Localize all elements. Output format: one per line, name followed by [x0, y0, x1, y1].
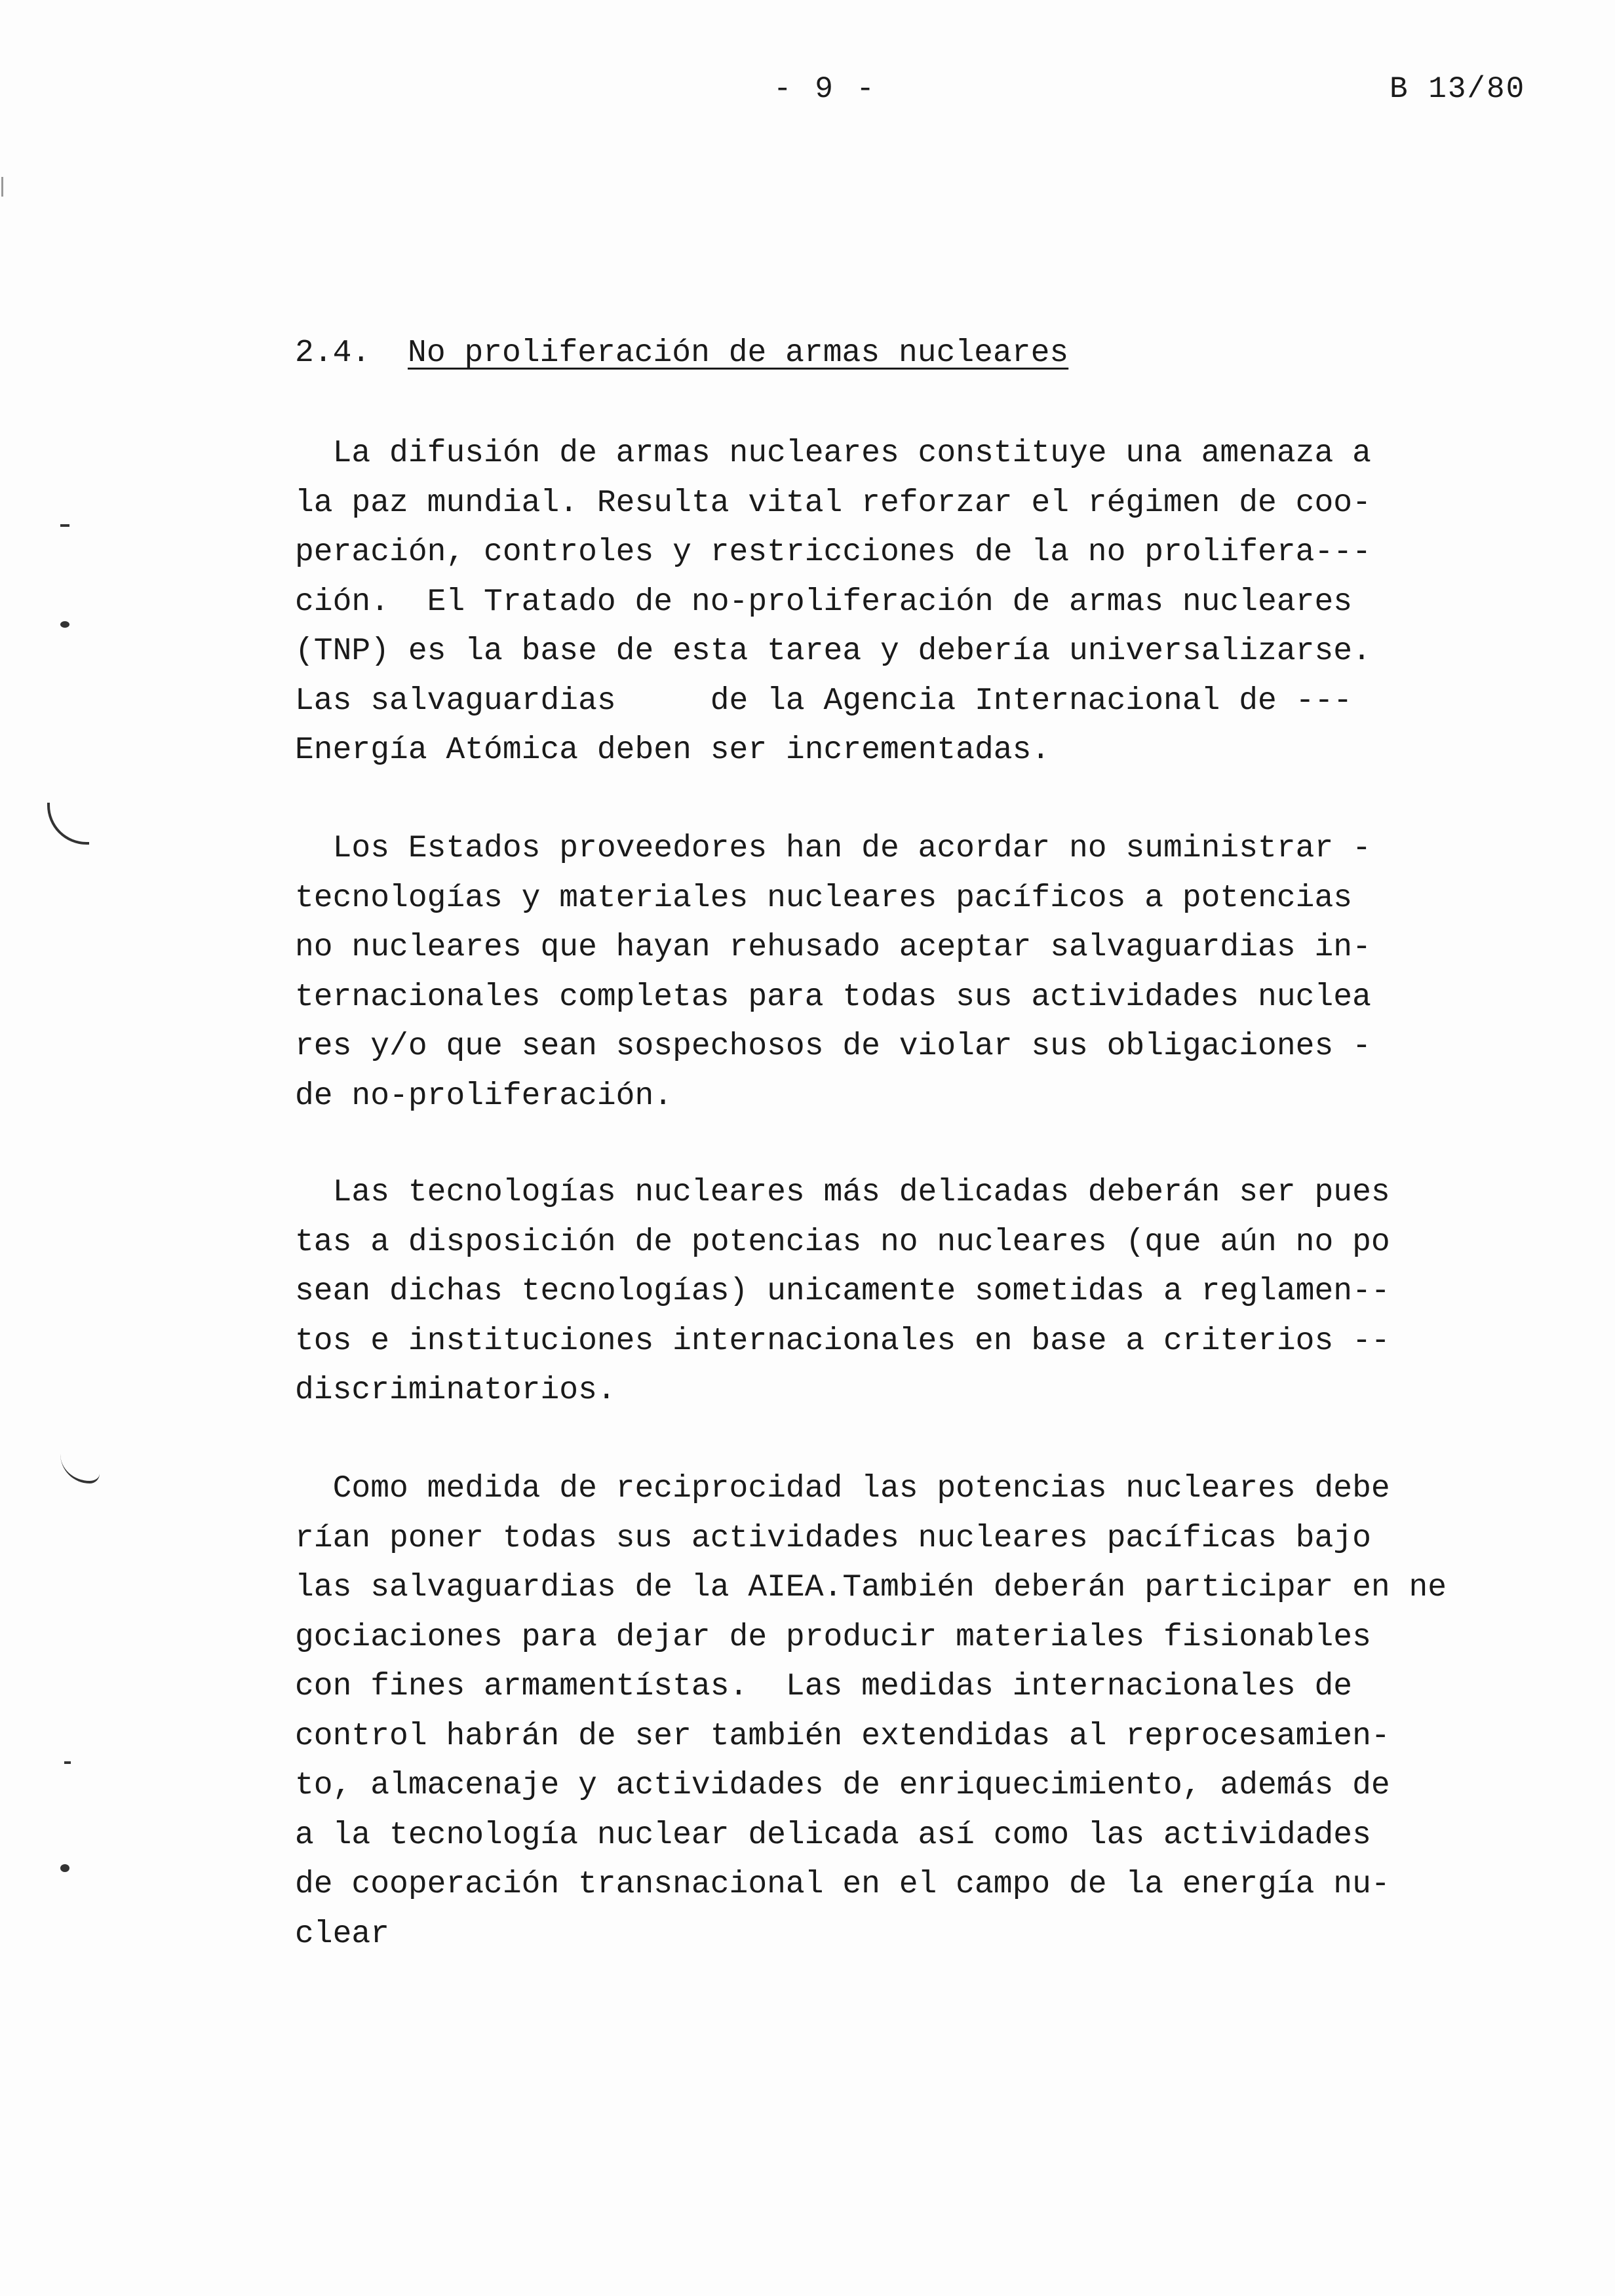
- scan-margin-mark: [64, 1761, 71, 1764]
- section-heading: [295, 335, 1068, 371]
- scan-margin-mark: [60, 1864, 69, 1872]
- section-number: 2.4.: [295, 335, 371, 371]
- page-number: - 9 -: [773, 72, 878, 106]
- binding-hole-mark: [47, 803, 89, 845]
- paragraph-4: Como medida de reciprocidad las potencias nucleares debe rían poner todas sus actividades nucleares pacíficas bajo las salvaguardias de la AIEA.También deberán participar en ne gociaciones para dejar de producir materiales fisionables con fines armamentístas. Las medidas internacionales de control habrán de ser también extendidas al reprocesamien- to, almacenaje y actividades de enriquecimiento, además de a la tecnología nuclear delicada así como las actividades de cooperación transnacional en el campo de la energía nu- clear: [295, 1471, 1447, 1952]
- paragraph-2: Los Estados proveedores han de acordar no suministrar - tecnologías y materiales nucleares pacíficos a potencias no nucleares que hayan rehusado aceptar salvaguardias in- ternacionales completas para todas sus actividades nuclea res y/o que sean sospechosos de violar sus obligaciones - de no-proliferación.: [295, 831, 1371, 1114]
- scan-margin-mark: [60, 621, 69, 628]
- scan-margin-mark: [1, 177, 3, 197]
- document-reference: B 13/80: [1390, 72, 1526, 106]
- scan-margin-mark: [60, 524, 69, 527]
- binding-hole-mark: [60, 1448, 100, 1483]
- paragraph-1: La difusión de armas nucleares constituye una amenaza a la paz mundial. Resulta vital reforzar el régimen de coo- peración, controles y restricciones de la no prolifera--- ción. El Tratado de no-proliferación de armas nucleares (TNP) es la base de esta tarea y debería universalizarse. Las salvaguardias de la Agencia Internacional de --- Energía Atómica deben ser incrementadas.: [295, 436, 1371, 768]
- section-title: No proliferación de armas nucleares: [408, 335, 1069, 371]
- paragraph-3: Las tecnologías nucleares más delicadas deberán ser pues tas a disposición de potencias no nucleares (que aún no po sean dichas tecnologías) unicamente sometidas a reglamen-- tos e instituciones internacionales en base a criterios -- discriminatorios.: [295, 1175, 1390, 1408]
